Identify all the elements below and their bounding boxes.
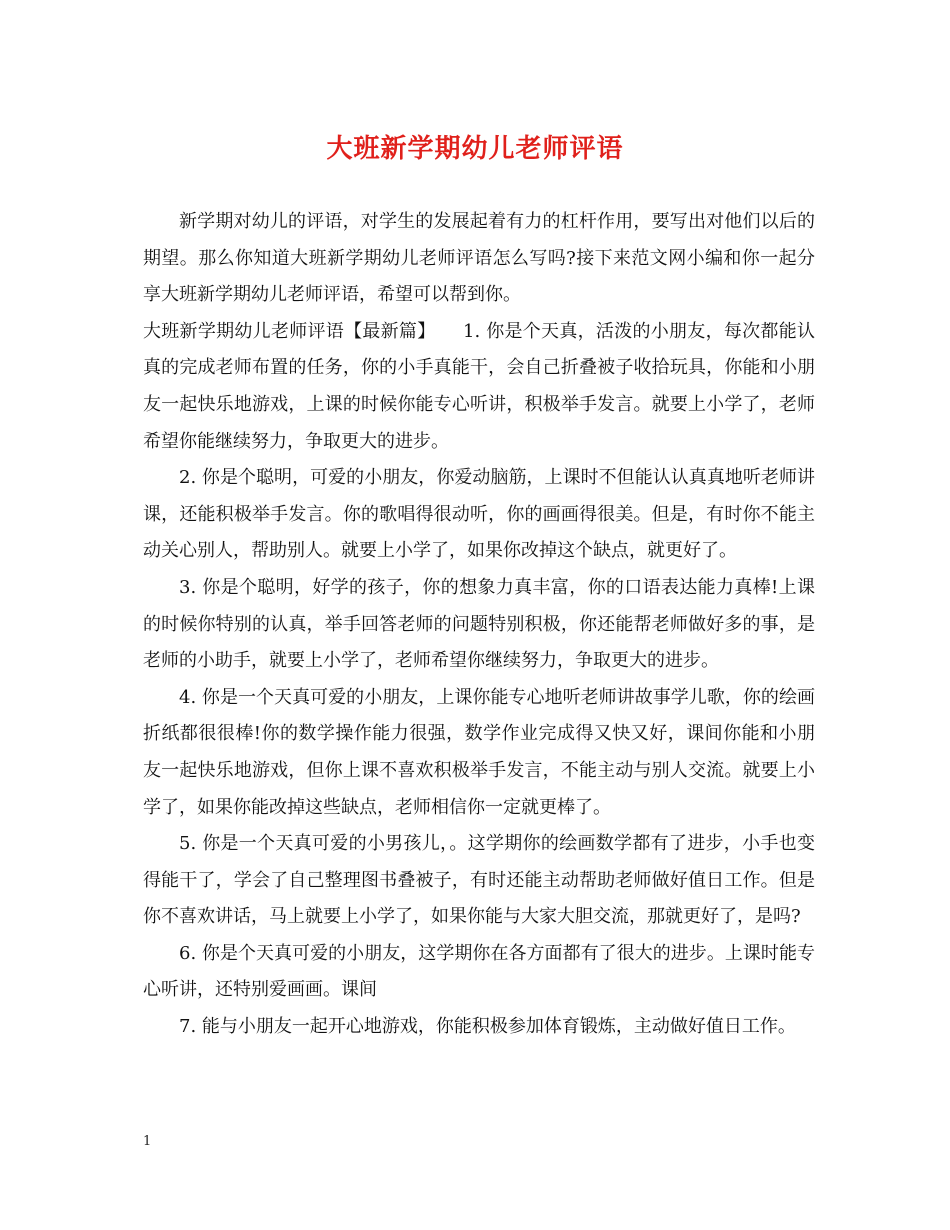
comment-paragraph-6: 6. 你是个天真可爱的小朋友，这学期你在各方面都有了很大的进步。上课时能专心听讲，还特别爱画画。课间: [143, 942, 815, 1001]
intro-paragraph: 新学期对幼儿的评语，对学生的发展起着有力的杠杆作用，要写出对他们以后的期望。那么你知道大班新学期幼儿老师评语怎么写吗?接下来范文网小编和你一起分享大班新学期幼儿老师评语，希望可以帮到你。: [143, 211, 815, 306]
comment-paragraph-4: 4. 你是一个天真可爱的小朋友，上课你能专心地听老师讲故事学儿歌，你的绘画折纸都很很棒!你的数学操作能力很强，数学作业完成得又快又好，课间你能和小朋友一起快乐地游戏，但你上课不喜欢积极举手发言，不能主动与别人交流。就要上小学了，如果你能改掉这些缺点，老师相信你一定就更棒了。: [143, 686, 815, 818]
document-body: [143, 204, 815, 1046]
comment-paragraph-2: 2. 你是个聪明，可爱的小朋友，你爱动脑筋，上课时不但能认认真真地听老师讲课，还能积极举手发言。你的歌唱得很动听，你的画画得很美。但是，有时你不能主动关心别人，帮助别人。就要上小学了，如果你改掉这个缺点，就更好了。: [143, 467, 815, 562]
comment-paragraph-3: 3. 你是个聪明，好学的孩子，你的想象力真丰富，你的口语表达能力真棒!上课的时候你特别的认真，举手回答老师的问题特别积极，你还能帮老师做好多的事，是老师的小助手，就要上小学了，老师希望你继续努力，争取更大的进步。: [143, 576, 815, 672]
comment-paragraph-5: 5. 你是一个天真可爱的小男孩儿，。这学期你的绘画数学都有了进步，小手也变得能干了，学会了自己整理图书叠被子，有时还能主动帮助老师做好值日工作。但是你不喜欢讲话，马上就要上小学了，如果你能与大家大胆交流，那就更好了，是吗?: [143, 833, 815, 928]
page-number: 1: [143, 1134, 152, 1149]
comment-paragraph-7: 7. 能与小朋友一起开心地游戏，你能积极参加体育锻炼，主动做好值日工作。: [179, 1016, 796, 1038]
document-title: 大班新学期幼儿老师评语: [326, 134, 624, 164]
comment-paragraph-1: 大班新学期幼儿老师评语【最新篇】 1. 你是个天真，活泼的小朋友，每次都能认真的完成老师布置的任务，你的小手真能干，会自己折叠被子收拾玩具，你能和小朋友一起快乐地游戏，上课的时候你能专心听讲，积极举手发言。就要上小学了，老师希望你能继续努力，争取更大的进步。: [143, 320, 815, 452]
